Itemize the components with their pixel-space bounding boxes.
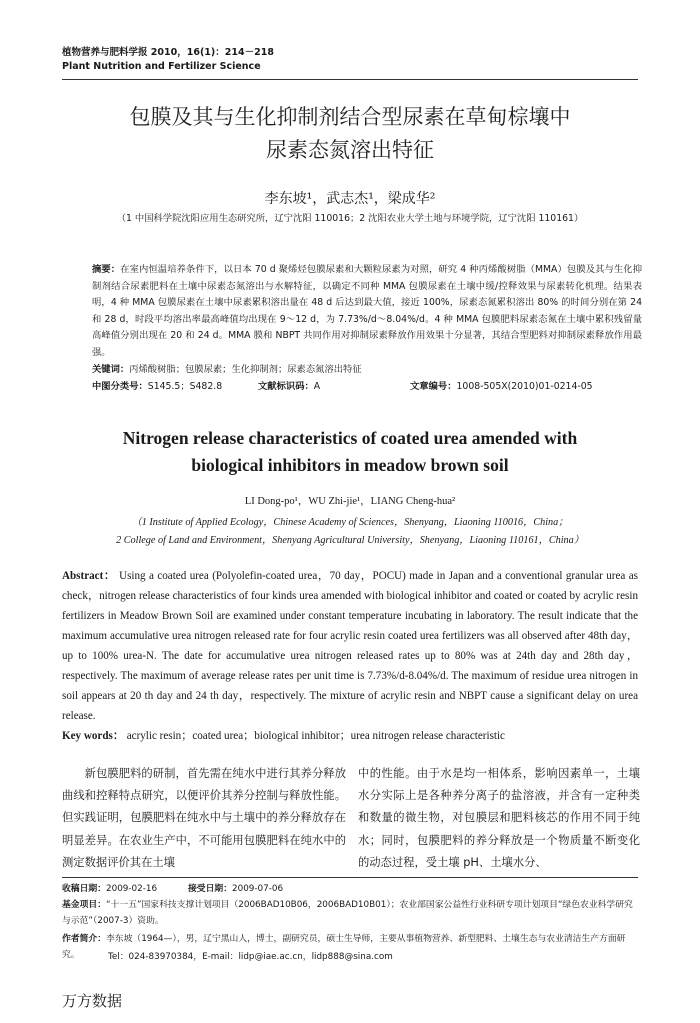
received-label: 收稿日期： <box>62 884 106 894</box>
en-title-line-2: biological inhibitors in meadow brown soil <box>191 455 509 475</box>
author-bio-label: 作者简介： <box>62 934 106 944</box>
body-right-column: 中的性能。由于水是均一相体系，影响因素单一，土壤水分实际上是各种养分离子的盐溶液，并含有一定种类和数量的微生物，对包膜层和肥料核芯的作用不同于纯水；同时，包膜肥料的养分释放是一个物质量不断变化的动态过程，受土壤 pH、土壤水分、 <box>358 767 640 869</box>
fund-text: “十一五”国家科技支撑计划项目（2006BAD10B06，2006BAD10B01）；农业部国家公益性行业科研专项计划项目“绿色农业科学研究与示范”（2007-3）资助。 <box>62 900 633 926</box>
en-affiliation-2: 2 College of Land and Environment，Shenyang Agricultural University，Shenyang，Liaoning 110161，China） <box>116 535 584 546</box>
accepted-date <box>188 881 283 897</box>
cn-keywords <box>92 362 642 379</box>
cn-title-line-2: 尿素态氮溶出特征 <box>266 138 434 162</box>
cn-doc-value: A <box>313 381 321 392</box>
cn-doc-code <box>258 379 320 396</box>
en-abstract-label: Abstract： <box>62 570 116 582</box>
cn-title-line-1: 包膜及其与生化抑制剂结合型尿素在草甸棕壤中 <box>129 105 571 129</box>
cn-class-label: 中图分类号： <box>92 381 148 392</box>
cn-article-value: 1008-505X(2010)01-0214-05 <box>456 381 593 392</box>
en-affiliation-1: （1 Institute of Applied Ecology，Chinese Academy of Sciences，Shenyang，Liaoning 110016，China； <box>131 517 569 528</box>
journal-citation: 植物营养与肥料学报 2010，16(1)：214－218 <box>62 47 274 58</box>
cn-authors: 李东坡¹，武志杰¹，梁成华² <box>264 191 436 207</box>
fund-label: 基金项目： <box>62 900 106 910</box>
cn-class-no <box>92 379 222 396</box>
cn-article-no <box>410 379 593 396</box>
author-bio-text: 李东坡（1964—），男，辽宁黑山人，博士，副研究员，硕士生导师，主要从事植物营养、新型肥料、土壤生态与农业清洁生产方面研究。 <box>62 934 626 960</box>
cn-abstract-label: 摘要： <box>92 264 121 275</box>
en-title-line-1: Nitrogen release characteristics of coated urea amended with <box>122 428 578 448</box>
accepted-label: 接受日期： <box>188 884 232 894</box>
received-value: 2009-02-16 <box>106 884 158 894</box>
cn-keywords-text: 丙烯酸树脂；包膜尿素；生化抑制剂；尿素态氮溶出特征 <box>129 364 362 375</box>
cn-abstract <box>92 262 642 362</box>
received-date <box>62 881 157 897</box>
footnote-contact: Tel：024-83970384，E-mail：lidp@iae.ac.cn，lidp888@sina.com <box>108 952 393 962</box>
cn-abstract-text: 在室内恒温培养条件下，以日本 70 d 聚烯烃包膜尿素和大颗粒尿素为对照，研究 4 种丙烯酸树脂（MMA）包膜及其与生化抑制剂结合尿素肥料在土壤中尿素态氮溶出与水解特征，以确定不同种 MMA 包膜尿素在土壤中缓/控释效果与尿素转化机理。结果表明，4 种 MMA 包膜尿素在土壤中尿素累积溶出量在 48 d 后达到最大值，接近 100%，尿素态氮累积溶出 80% 的时间分别在第 24 和 28 d，时段平均溶出率最高峰值均出现在 9～12 d，为 7.73%/d～8.04%/d。4 种 MMA 包膜肥料尿素态氮在土壤中累积残留量高峰值分别出现在 20 和 24 d。MMA 膜和 NBPT 共同作用对抑制尿素释放作用效果十分显著，其结合型肥料对抑制尿素释放作用最强。 <box>92 264 642 358</box>
en-keywords-text: acrylic resin；coated urea；biological inhibitor；urea nitrogen release characteristic <box>126 730 505 742</box>
cn-article-label: 文章编号： <box>410 381 457 392</box>
cn-class-value: S145.5；S482.8 <box>147 381 223 392</box>
footnote-fund <box>62 897 638 929</box>
header-rule <box>62 79 638 80</box>
en-abstract-text: Using a coated urea (Polyolefin-coated urea，70 day，POCU) made in Japan and a conventional granular urea as check，nitrogen release characteristics of four kinds urea amended with biological inhibitor and coated or coated by acrylic resin fertilizers in Meadow Brown Soil are examined under constant temperature incubating in laboratory. The result indicate that the maximum accumulative urea nitrogen released rate for four acrylic resin coated urea fertilizers was all observed after 48th day，up to 100% urea-N. The date for accumulative urea nitrogen released rates up to 80% was at 24th day and 28th day，respectively. The maximum of average release rates per unit time is 7.73%/d-8.04%/d. The maximum of residue urea nitrogen in soil appears at 20 th day and 24 th day，respectively. The mixture of acrylic resin and NBPT cause a significant delay on urea release. <box>62 570 638 722</box>
cn-keywords-label: 关键词： <box>92 364 130 375</box>
en-keywords <box>62 726 638 746</box>
cn-affiliation: （1 中国科学院沈阳应用生态研究所，辽宁沈阳 110016；2 沈阳农业大学土地与环境学院，辽宁沈阳 110161） <box>116 213 584 224</box>
footnote-rule <box>62 877 638 878</box>
en-keywords-label: Key words： <box>62 730 124 742</box>
accepted-value: 2009-07-06 <box>232 884 284 894</box>
cn-doc-label: 文献标识码： <box>258 381 314 392</box>
en-authors: LI Dong-po¹，WU Zhi-jie¹，LIANG Cheng-hua² <box>244 496 456 507</box>
watermark: 万方数据 <box>62 992 123 1010</box>
footnote-dates <box>62 881 638 897</box>
cn-classification-row <box>92 379 642 395</box>
en-abstract <box>62 566 638 726</box>
journal-name-en: Plant Nutrition and Fertilizer Science <box>62 61 261 72</box>
body-left-column: 新包膜肥料的研制，首先需在纯水中进行其养分释放曲线和控释特点研究，以便评价其养分控制与释放性能。但实践证明，包膜肥料在纯水中与土壤中的养分释放存在明显差异。在农业生产中，不可能用包膜肥料在纯水中的测定数据评价其在土壤 <box>62 767 346 869</box>
